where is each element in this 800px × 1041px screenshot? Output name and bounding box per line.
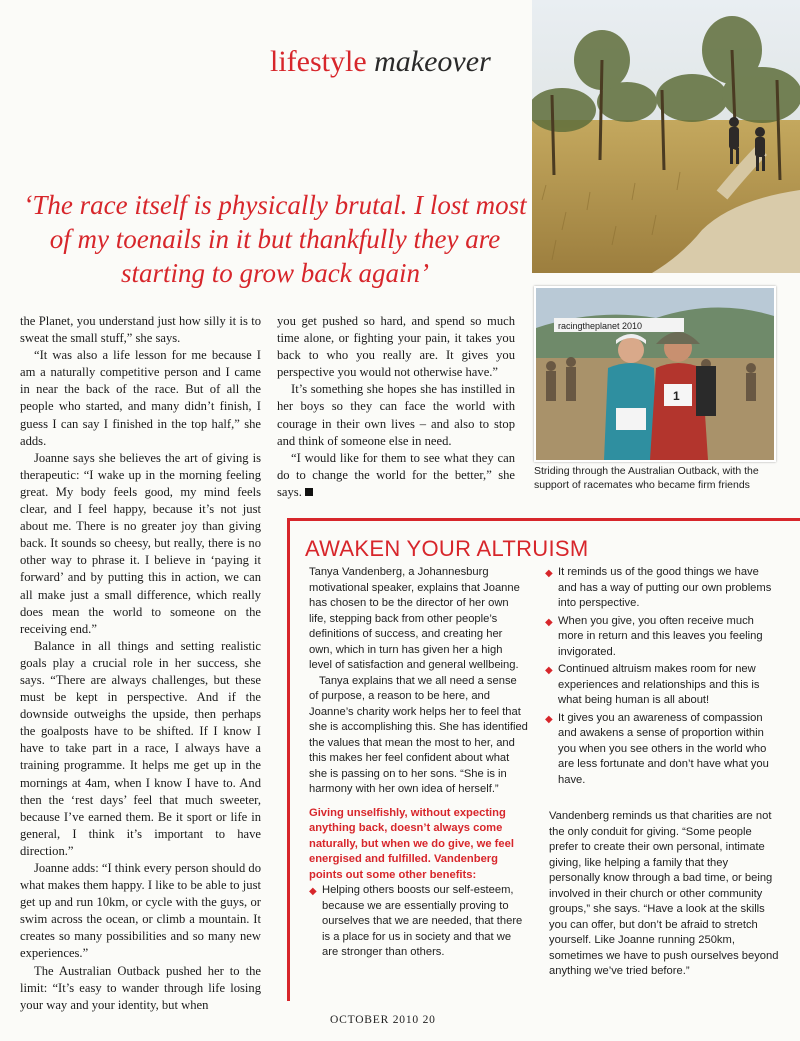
photo-caption: Striding through the Australian Outback, with the support of racemates who became firm friends — [534, 465, 759, 491]
diamond-bullet-icon: ◆ — [545, 713, 553, 725]
outback-trail-photo — [532, 0, 800, 273]
bullet-item — [309, 883, 528, 961]
article-column-2 — [277, 313, 515, 501]
bullet-text: Continued altruism makes room for new experiences and relationships and this is what being human is all about! — [558, 663, 760, 706]
col1-paragraph: The Australian Outback pushed her to the limit: “It’s easy to wander through life losing your way and your identity, but when — [20, 963, 261, 1012]
box-paragraph: Tanya explains that we all need a sense of purpose, a reason to be here, and Joanne’s charity work helps her to feel that she is accomplishing this. She has identified the values that mean the most to her, and this makes her feel confident about what she is passing on to her sons. “She is in harmony with her own idea of herself.” — [309, 674, 528, 795]
col1-paragraph: “It was also a life lesson for me because I am a naturally competitive person and I came in near the back of the race. But of all the people who started, and many didn’t finish, I guess I can say I finished in the top half,” she adds. — [20, 348, 261, 448]
bullet-text: It reminds us of the good things we have and has a way of putting our own problems into perspective. — [558, 566, 772, 609]
col2-closing-text: “I would like for them to see what they can do to change the world for the better,” she says. — [277, 450, 515, 499]
box-title: AWAKEN YOUR ALTRUISM — [305, 536, 589, 561]
col1-paragraph: Joanne adds: “I think every person should do what makes them happy. I like to be able to just get up and run 10km, or cycle with the guys, or swim across the ocean, or climb a mountain. It creates so many possibilities and so many new experiences.” — [20, 861, 261, 961]
col2-paragraph: It’s something she hopes she has instilled in her boys so they can face the world with courage in their own lives – and also to stop and think of someone else in need. — [277, 382, 515, 448]
bullet-text: When you give, you often receive much more in return and this leaves you feeling invigorated. — [558, 614, 763, 658]
col2-paragraph — [277, 450, 515, 501]
box-red-lead: Giving unselfishly, without expecting anything back, doesn’t always come naturally, but when we do give, we feel energised and fulfilled. Vandenberg points out some other benefits: — [309, 806, 514, 881]
bullet-text: It gives you an awareness of compassion and awakens a sense of proportion within you when you see others in the world who are less fortunate and don’t have what you have. — [558, 711, 769, 786]
box-column-2 — [545, 565, 777, 790]
box-column-1 — [309, 565, 528, 963]
col1-paragraph: Balance in all things and setting realistic goals play a crucial role in her success, she says. “There are always challenges, but these must be kept in perspective. And if the downside outweighs the upside, then perhaps the goalposts have to be shifted. If I know I have to take part in a race, I always have a training programme. It helps me get up in the mornings at 4am, when I know I have to. And then the ‘rest days’ feel that much sweeter, because I’ve earned them. Be it sport or life in general, I think it’s important to have direction.” — [20, 638, 261, 858]
bullet-item — [545, 711, 777, 789]
box-paragraph: Tanya Vandenberg, a Johannesburg motivational speaker, explains that Joanne has chosen to be the director of her own life, stepping back from other people’s definitions of success, and creating her own, which in turn has given her a high level of satisfaction and general wellbeing. — [309, 566, 520, 671]
col2-paragraph: you get pushed so hard, and spend so much time alone, or fighting your pain, it takes you back to who you really are. It gives you perspective you would not otherwise have.” — [277, 314, 515, 380]
section-header — [270, 45, 530, 79]
diamond-bullet-icon: ◆ — [545, 568, 553, 579]
diamond-bullet-icon: ◆ — [545, 616, 553, 628]
diamond-bullet-icon: ◆ — [545, 665, 553, 676]
box-closing-paragraph: Vandenberg reminds us that charities are not the only conduit for giving. “Some people prefer to create their own personal, intimate giving, like helping a family that they personally know through a bad time, or being involved in their church or other community groups,” she says. “Have a look at the skills you can offer, but don’t be afraid to stretch yourself. Like Joanne running 250km, sometimes we have to push ourselves beyond anything we’ve tried before.” — [549, 810, 779, 977]
pull-quote: ‘The race itself is physically brutal. I lost most of my toenails in it but thankfully they are starting to grow back again’ — [23, 190, 527, 288]
page-footer: OCTOBER 2010 20 — [330, 1014, 436, 1026]
diamond-bullet-icon: ◆ — [309, 886, 317, 897]
article-column-1 — [20, 313, 261, 1014]
bullet-item — [545, 565, 777, 612]
race-banner-text: racingtheplanet 2010 — [558, 321, 643, 331]
end-mark-icon — [305, 488, 313, 496]
bullet-text: Helping others boosts our self-esteem, because we are essentially proving to ourselves that we are needed, that there is a place for us in society and that we are stronger than others. — [322, 884, 523, 958]
box-closing — [549, 809, 781, 980]
header-makeover: makeover — [374, 45, 491, 78]
col1-paragraph: Joanne says she believes the art of giving is therapeutic: “I wake up in the morning feeling great. My body feels good, my mind feels clear, and I feel happy, because it’s not just about me. There is no greater joy than giving back. It sounds so cheesy, but really, there is no other way to phrase it. I believe in ‘paying it forward’ and by putting this in action, we can all make just a small difference, which really does mean the world to someone on the receiving end.” — [20, 450, 261, 636]
race-bib-number: 1 — [673, 389, 680, 403]
bullet-item — [545, 614, 777, 661]
col1-paragraph: the Planet, you understand just how silly it is to sweat the small stuff,” she says. — [20, 314, 261, 346]
racers-photo — [534, 286, 776, 462]
bullet-item — [545, 662, 777, 709]
header-lifestyle: lifestyle — [270, 45, 367, 78]
